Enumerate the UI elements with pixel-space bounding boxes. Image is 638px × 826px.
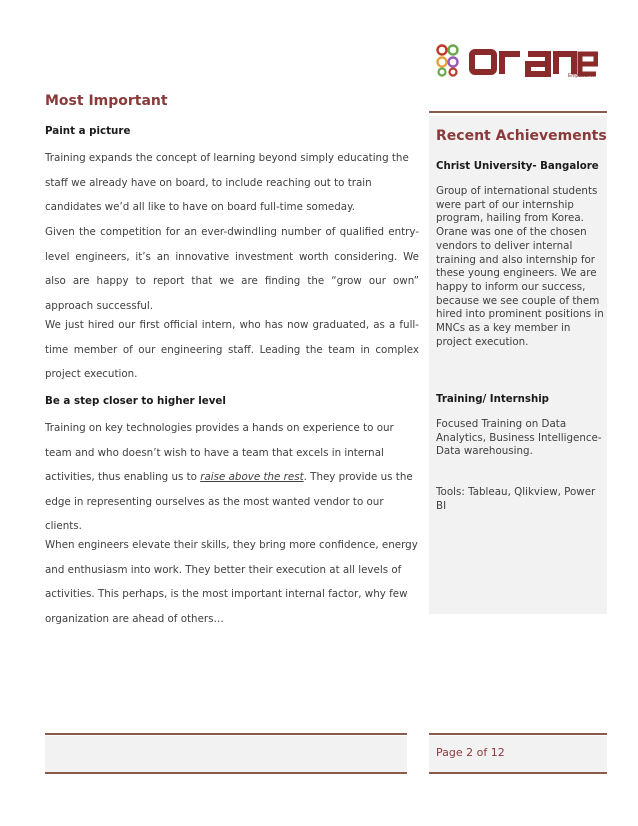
section-title-paint-a-picture: Paint a picture — [45, 125, 131, 137]
footer-right-bottom-rule — [429, 772, 607, 774]
logo-emblem-icon — [438, 46, 458, 76]
footer-left-bottom-rule — [45, 772, 407, 774]
footer-right-top-rule — [429, 733, 607, 735]
paragraph-text-end: . They provide us the edge in representing ourselves as the most wanted vendor to our clients. — [45, 471, 413, 532]
page-number: Page 2 of 12 — [436, 746, 505, 759]
section-title-step-closer: Be a step closer to higher level — [45, 395, 226, 407]
footer-left-top-rule — [45, 733, 407, 735]
paragraph-first-intern: We just hired our first official intern, who has now graduated, as a full-time member of our engineering staff. Leading the team in complex project execution. — [45, 319, 419, 380]
sidebar-item-title-christ-university: Christ University- Bangalore — [436, 161, 599, 172]
sidebar-item-text-training: Focused Training on Data Analytics, Business Intelligence- Data warehousing. — [436, 418, 602, 458]
sidebar-item-text-christ-university: Group of international students were part of our internship program, hailing from Korea. Orane was one of the chosen vendors to deliver internal training and also internship for these young engineers. We are happy to inform our success, because we see couple of them hired into prominent positions in MNCs as a key member in project execution. — [436, 185, 604, 348]
emphasis-raise-above-the-rest: raise above the rest — [200, 471, 304, 483]
paragraph-key-technologies — [45, 416, 419, 539]
paragraph-engineers-elevate: When engineers elevate their skills, they bring more confidence, energy and enthusiasm into work. They better their execution at all levels of activities. This perhaps, is the most important internal factor, why few organization are ahead of others… — [45, 539, 418, 625]
sidebar-item-title-training: Training/ Internship — [436, 394, 549, 405]
sidebar-title: Recent Achievements — [436, 128, 607, 144]
paragraph-training-expands: Training expands the concept of learning beyond simply educating the staff we already have on board, to include reaching out to train candidates we’d all like to have on board full-time someday. — [45, 152, 409, 213]
logo-tagline: Empower IT — [568, 73, 595, 79]
sidebar-top-rule — [429, 111, 607, 113]
paragraph-competition: Given the competition for an ever-dwindling number of qualified entry-level engineers, it’s an innovative investment worth considering. We also are happy to report that we are finding the “grow our own” approach successful. — [45, 226, 419, 312]
page-heading: Most Important — [45, 93, 168, 109]
footer-left-box — [45, 736, 407, 772]
sidebar-item-text-tools: Tools: Tableau, Qlikview, Power BI — [436, 486, 596, 512]
paragraph-text-start: Training on key technologies provides a hands on experience to our team and who doesn’t wish to have a team that excels in internal activities, thus enabling us to — [45, 422, 394, 483]
